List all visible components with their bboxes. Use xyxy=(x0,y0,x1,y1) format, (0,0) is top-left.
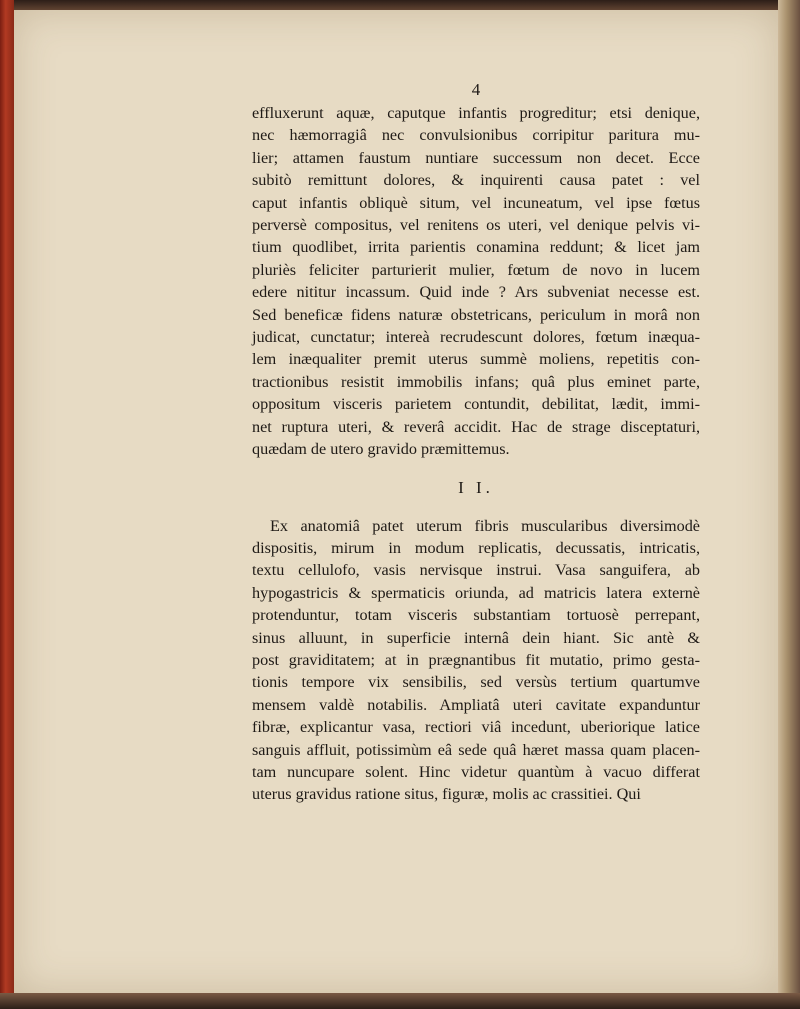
text-line: post graviditatem; at in prægnantibus fit mutatio, primo gesta- xyxy=(252,650,700,669)
text-line: tractionibus resistit immobilis infans; quâ plus eminet parte, xyxy=(252,372,700,391)
text-line: perversè compositus, vel renitens os uteri, vel denique pelvis vi- xyxy=(252,216,700,235)
text-line: textu cellulofo, vasis nervisque instrui. Vasa sanguifera, ab xyxy=(252,561,700,580)
text-line: sanguis affluit, potissimùm eâ sede quâ hæret massa quam placen- xyxy=(252,740,700,759)
text-line: sinus alluunt, in superficie internâ dein hiant. Sic antè & xyxy=(252,628,700,647)
text-line: fibræ, explicantur vasa, rectiori viâ incedunt, uberiorique latice xyxy=(252,718,700,737)
text-line: effluxerunt aquæ, caputque infantis progreditur; etsi denique, xyxy=(252,104,700,122)
text-line: hypogastricis & spermaticis oriunda, ad matricis latera externè xyxy=(252,583,700,602)
text-line: oppositum visceris parietem contundit, debilitat, lædit, immi- xyxy=(252,395,700,414)
text-line: dispositis, mirum in modum replicatis, decussatis, intricatis, xyxy=(252,538,700,557)
text-line: quædam de utero gravido præmittemus. xyxy=(252,440,510,459)
text-line: lier; attamen faustum nuntiare successum non decet. Ecce xyxy=(252,148,700,167)
book-binding-left xyxy=(0,0,14,1009)
text-line: nec hæmorragiâ nec convulsionibus corripitur paritura mu- xyxy=(252,126,700,145)
text-line: subitò remittunt dolores, & inquirenti causa patet : vel xyxy=(252,171,700,190)
text-line: tium quodlibet, irrita parientis conamina reddunt; & licet jam xyxy=(252,238,700,257)
text-line: Sed beneficæ fidens naturæ obstetricans, periculum in morâ non xyxy=(252,305,700,324)
text-line: lem inæqualiter premit uterus summè moliens, repetitis con- xyxy=(252,350,700,369)
text-line: tionis tempore vix sensibilis, sed versùs tertium quartumve xyxy=(252,673,700,692)
text-line: caput infantis obliquè situm, vel incuneatum, vel ipse fœtus xyxy=(252,193,700,212)
text-line: uterus gravidus ratione situs, figuræ, molis ac crassitiei. Qui xyxy=(252,785,641,804)
text-line: net ruptura uteri, & reverâ accidit. Hac de strage disceptaturi, xyxy=(252,417,700,436)
text-line: pluriès feliciter parturierit mulier, fœtum de novo in lucem xyxy=(252,260,700,279)
page-number: 4 xyxy=(471,80,481,99)
paragraph-2 xyxy=(252,515,700,806)
text-line: protenduntur, totam visceris substantiam tortuosè perrepant, xyxy=(252,606,700,625)
text-line: mensem valdè notabilis. Ampliatâ uteri cavitate expanduntur xyxy=(252,695,700,714)
text-line: edere nititur incassum. Quid inde ? Ars subveniat necesse est. xyxy=(252,283,700,302)
paragraph-1 xyxy=(252,102,700,461)
book-page xyxy=(14,10,778,993)
section-number: I I. xyxy=(458,477,494,497)
text-line: tam nuncupare solent. Hinc videtur quantùm à vacuo differat xyxy=(252,762,700,781)
text-line: Ex anatomiâ patet uterum fibris muscularibus diversimodè xyxy=(270,516,700,535)
text-line: judicat, cunctatur; intereà recrudescunt dolores, fœtum inæqua- xyxy=(252,328,700,347)
book-bottom-edge xyxy=(0,993,800,1009)
book-page-edges-right xyxy=(778,0,800,1009)
text-block xyxy=(252,80,700,806)
